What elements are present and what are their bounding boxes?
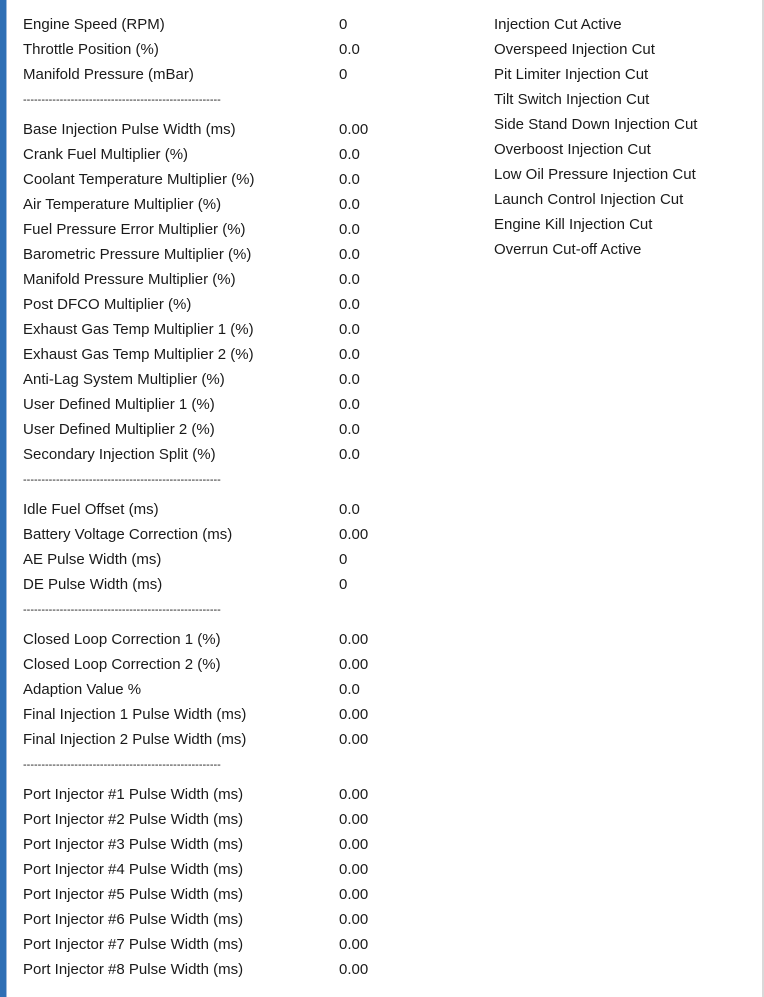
row-value: 0.00: [339, 861, 369, 878]
row-label: Closed Loop Correction 1 (%): [23, 631, 221, 648]
separator-line: ------------------------------------------------------: [23, 604, 221, 616]
row-value: 0.0: [339, 146, 360, 163]
row-value: 0.0: [339, 421, 360, 438]
row-label: DE Pulse Width (ms): [23, 576, 163, 593]
status-overspeed-injection-cut: Overspeed Injection Cut: [494, 41, 655, 58]
row-label: Port Injector #3 Pulse Width (ms): [23, 836, 244, 853]
row-label: Manifold Pressure (mBar): [23, 66, 194, 83]
status-engine-kill-injection-cut: Engine Kill Injection Cut: [494, 216, 653, 233]
row-value: 0.0: [339, 446, 360, 463]
separator-line: ------------------------------------------------------: [23, 94, 221, 106]
row-label: Manifold Pressure Multiplier (%): [23, 271, 236, 288]
row-value: 0: [339, 551, 348, 568]
row-value: 0: [339, 66, 348, 83]
row-label: Port Injector #4 Pulse Width (ms): [23, 861, 244, 878]
row-value: 0.00: [339, 961, 369, 978]
row-value: 0.0: [339, 346, 360, 363]
row-value: 0.0: [339, 296, 360, 313]
row-value: 0.0: [339, 246, 360, 263]
row-label: Post DFCO Multiplier (%): [23, 296, 192, 313]
row-value: 0.00: [339, 936, 369, 953]
row-value: 0: [339, 576, 348, 593]
row-label: Secondary Injection Split (%): [23, 446, 216, 463]
row-label: Final Injection 1 Pulse Width (ms): [23, 706, 247, 723]
row-label: Barometric Pressure Multiplier (%): [23, 246, 252, 263]
status-launch-control-injection-cut: Launch Control Injection Cut: [494, 191, 684, 208]
status-overrun-cut-off-active: Overrun Cut-off Active: [494, 241, 642, 258]
separator-line: ------------------------------------------------------: [23, 474, 221, 486]
status-side-stand-down-injection-cut: Side Stand Down Injection Cut: [494, 116, 698, 133]
row-label: Exhaust Gas Temp Multiplier 1 (%): [23, 321, 254, 338]
row-value: 0.0: [339, 371, 360, 388]
row-label: Coolant Temperature Multiplier (%): [23, 171, 255, 188]
row-label: User Defined Multiplier 2 (%): [23, 421, 215, 438]
status-low-oil-pressure-injection-cut: Low Oil Pressure Injection Cut: [494, 166, 696, 183]
row-value: 0.00: [339, 706, 369, 723]
row-label: Port Injector #6 Pulse Width (ms): [23, 911, 244, 928]
row-value: 0.00: [339, 836, 369, 853]
row-label: Port Injector #7 Pulse Width (ms): [23, 936, 244, 953]
row-value: 0.0: [339, 271, 360, 288]
window-left-border: [0, 0, 7, 997]
status-overboost-injection-cut: Overboost Injection Cut: [494, 141, 651, 158]
row-value: 0.0: [339, 41, 360, 58]
separator-line: ------------------------------------------------------: [23, 759, 221, 771]
row-label: Exhaust Gas Temp Multiplier 2 (%): [23, 346, 254, 363]
row-value: 0.00: [339, 811, 369, 828]
row-label: Air Temperature Multiplier (%): [23, 196, 222, 213]
status-injection-cut-active: Injection Cut Active: [494, 16, 622, 33]
row-label: Idle Fuel Offset (ms): [23, 501, 159, 518]
status-tilt-switch-injection-cut: Tilt Switch Injection Cut: [494, 91, 650, 108]
row-label: User Defined Multiplier 1 (%): [23, 396, 215, 413]
row-label: Closed Loop Correction 2 (%): [23, 656, 221, 673]
row-value: 0.00: [339, 631, 369, 648]
row-label: Battery Voltage Correction (ms): [23, 526, 233, 543]
row-value: 0.0: [339, 321, 360, 338]
row-label: Anti-Lag System Multiplier (%): [23, 371, 225, 388]
row-value: 0: [339, 16, 348, 33]
row-value: 0.0: [339, 221, 360, 238]
row-value: 0.00: [339, 911, 369, 928]
row-value: 0.00: [339, 786, 369, 803]
row-value: 0.00: [339, 526, 369, 543]
row-value: 0.00: [339, 656, 369, 673]
row-label: Port Injector #1 Pulse Width (ms): [23, 786, 244, 803]
row-value: 0.00: [339, 121, 369, 138]
row-label: Throttle Position (%): [23, 41, 159, 58]
row-label: Port Injector #5 Pulse Width (ms): [23, 886, 244, 903]
row-label: AE Pulse Width (ms): [23, 551, 162, 568]
row-label: Crank Fuel Multiplier (%): [23, 146, 189, 163]
row-label: Port Injector #8 Pulse Width (ms): [23, 961, 244, 978]
row-value: 0.0: [339, 681, 360, 698]
row-label: Base Injection Pulse Width (ms): [23, 121, 236, 138]
row-label: Final Injection 2 Pulse Width (ms): [23, 731, 247, 748]
row-label: Engine Speed (RPM): [23, 16, 165, 33]
fuel-diagnostics-panel: [7, 0, 762, 997]
row-label: Adaption Value %: [23, 681, 142, 698]
row-label: Port Injector #2 Pulse Width (ms): [23, 811, 244, 828]
row-value: 0.0: [339, 196, 360, 213]
status-pit-limiter-injection-cut: Pit Limiter Injection Cut: [494, 66, 649, 83]
row-value: 0.0: [339, 501, 360, 518]
row-value: 0.00: [339, 886, 369, 903]
row-value: 0.0: [339, 171, 360, 188]
row-value: 0.00: [339, 731, 369, 748]
row-value: 0.0: [339, 396, 360, 413]
row-label: Fuel Pressure Error Multiplier (%): [23, 221, 246, 238]
